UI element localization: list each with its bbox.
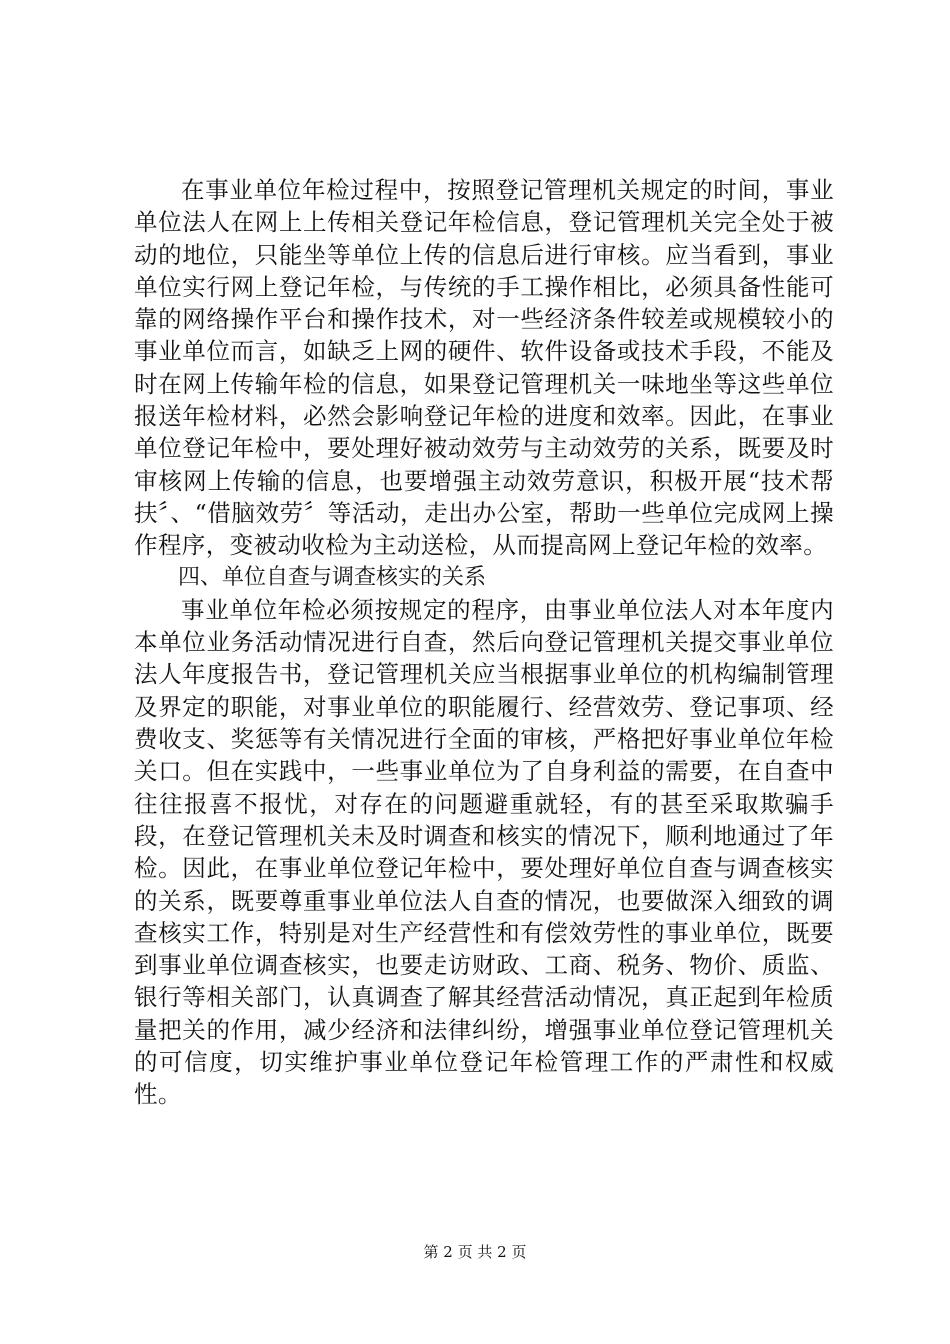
page-footer [0,1242,950,1262]
section-heading-self-check: 四、单位自查与调查核实的关系 [178,564,487,590]
page-number-label: 第 2 页 共 2 页 [423,1243,527,1261]
paragraph-self-check-verification: 事业单位年检必须按规定的程序，由事业单位法人对本年度内本单位业务活动情况进行自查，然后向登记管理机关提交事业单位法人年度报告书，登记管理机关应当根据事业单位的机构编制管理及界定的职能，对事业单位的职能履行、经营效劳、登记事项、经费收支、奖惩等有关情况进行全面的审核，严格把好事业单位年检关口。但在实践中，一些事业单位为了自身利益的需要，在自查中往往报喜不报忧，对存在的问题避重就轻，有的甚至采取欺骗手段，在登记管理机关未及时调查和核实的情况下，顺利地通过了年检。因此，在事业单位登记年检中，要处理好单位自查与调查核实的关系，既要尊重事业单位法人自查的情况，也要做深入细致的调查核实工作，特别是对生产经营性和有偿效劳性的事业单位，既要到事业单位调查核实，也要走访财政、工商、税务、物价、质监、银行等相关部门，认真调查了解其经营活动情况，真正起到年检质量把关的作用，减少经济和法律纠纷，增强事业单位登记管理机关的可信度，切实维护事业单位登记年检管理工作的严肃性和权威性。 [134,595,834,1109]
document-body [134,174,834,1111]
paragraph-annual-inspection-passive-active: 在事业单位年检过程中，按照登记管理机关规定的时间，事业单位法人在网上上传相关登记年检信息，登记管理机关完全处于被动的地位，只能坐等单位上传的信息后进行审核。应当看到，事业单位实行网上登记年检，与传统的手工操作相比，必须具备性能可靠的网络操作平台和操作技术，对一些经济条件较差或规模较小的事业单位而言，如缺乏上网的硬件、软件设备或技术手段，不能及时在网上传输年检的信息，如果登记管理机关一味地坐等这些单位报送年检材料，必然会影响登记年检的进度和效率。因此，在事业单位登记年检中，要处理好被动效劳与主动效劳的关系，既要及时审核网上传输的信息，也要增强主动效劳意识，积极开展“技术帮扶〞、“借脑效劳〞等活动，走出办公室，帮助一些单位完成网上操作程序，变被动收检为主动送检，从而提高网上登记年检的效率。 [134,176,834,560]
